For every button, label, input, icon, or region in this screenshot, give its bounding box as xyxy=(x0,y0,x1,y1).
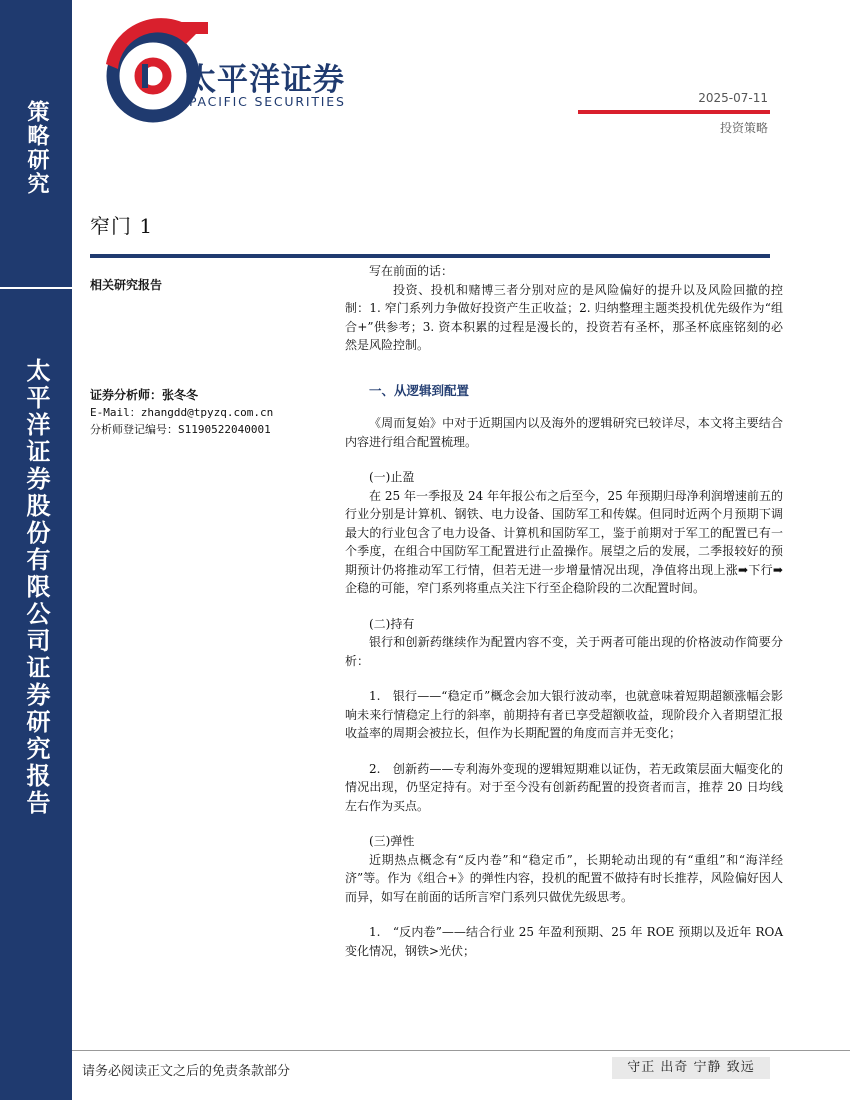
footer-disclaimer: 请务必阅读正文之后的免责条款部分 xyxy=(82,1064,291,1079)
analyst-email: E-Mail：zhangdd@tpyzq.com.cn xyxy=(90,406,274,419)
subsection-2-paragraph: 银行和创新药继续作为配置内容不变，关于两者可能出现的价格波动作简要分析： xyxy=(345,635,783,668)
section-1-intro: 《周而复始》中对于近期国内以及海外的逻辑研究已较详尽，本文将主要结合内容进行组合配置梳理。 xyxy=(345,416,783,449)
subsection-2-item-2: 2. 创新药——专利海外变现的逻辑短期难以证伪，若无政策层面大幅变化的情况出现，仍坚定持有。对于至今没有创新药配置的投资者而言，推荐 20 日均线左右作为买点。 xyxy=(345,761,783,813)
report-body xyxy=(345,262,783,960)
report-date: 2025-07-11 xyxy=(698,91,768,105)
subsection-3-item-1: 1. “反内卷”——结合行业 25 年盈利预期、25 年 ROE 预期以及近年 ROA 变化情况，钢铁>光伏； xyxy=(345,925,783,958)
intro-paragraph: 投资、投机和赌博三者分别对应的是风险偏好的提升以及风险回撤的控制：1. 窄门系列力争做好投资产生正收益；2. 归纳整理主题类投机优先级作为“组合+”供参考；3. 资本积累的过程是漫长的，投资若有圣杯，那圣杯底座铭刻的必然是风险控制。 xyxy=(345,282,783,352)
analyst-registration: 分析师登记编号：S1190522040001 xyxy=(90,423,271,436)
section-1-title: 一、从逻辑到配置 xyxy=(369,382,470,398)
related-reports-heading: 相关研究报告 xyxy=(90,278,163,292)
logo-name-cn: 太平洋证券 xyxy=(185,62,345,98)
sidebar-company-label: 太平洋证券股份有限公司证券研究报告 xyxy=(22,358,50,817)
subsection-1-title: (一)止盈 xyxy=(369,470,415,484)
sidebar-category-label: 策略研究 xyxy=(24,100,49,196)
report-category: 投资策略 xyxy=(719,121,768,135)
sidebar-divider xyxy=(0,287,72,289)
subsection-3-paragraph: 近期热点概念有“反内卷”和“稳定币”，长期轮动出现的有“重组”和“海洋经济”等。作为《组合+》的弹性内容，投机的配置不做持有时长推荐，风险偏好因人而异，如写在前面的话所言窄门系列只做优先级思考。 xyxy=(345,852,783,904)
intro-heading: 写在前面的话： xyxy=(369,264,454,278)
subsection-2-item-1: 1. 银行——“稳定币”概念会加大银行波动率，也就意味着短期超额涨幅会影响未来行情稳定上行的斜率，前期持有者已享受超额收益，现阶段介入者期望汇报收益率的周期会被拉长，但作为长期配置的角度而言并无变化； xyxy=(345,689,783,740)
sidebar-top-block xyxy=(0,0,72,290)
title-blue-rule xyxy=(90,254,770,258)
company-logo xyxy=(98,14,378,124)
logo-name-en: PACIFIC SECURITIES xyxy=(189,94,346,109)
subsection-3-title: (三)弹性 xyxy=(369,834,415,848)
report-title: 窄门 1 xyxy=(90,214,154,238)
footer-rule xyxy=(72,1050,850,1051)
subsection-1-paragraph: 在 25 年一季报及 24 年年报公布之后至今，25 年预期归母净利润增速前五的行业分别是计算机、钢铁、电力设备、国防军工和传媒。但同时近两个月预期下调最大的行业包含了电力设备、计算机和国防军工，鉴于前期对于军工的配置已有一个季度，在组合中国防军工配置进行止盈操作。展望之后的发展，二季报较好的预期预计仍将推动军工行情，但若无进一步增量情况出现，净值将出现上涨➡下行➡企稳的可能，窄门系列将重点关注下行至企稳阶段的二次配置时间。 xyxy=(345,488,783,595)
header-red-rule xyxy=(578,110,770,114)
analyst-name: 证券分析师：张冬冬 xyxy=(90,388,199,402)
subsection-2-title: (二)持有 xyxy=(369,616,415,631)
left-sidebar xyxy=(0,0,72,1100)
sidebar-bottom-block xyxy=(0,290,72,1100)
footer-motto: 守正 出奇 宁静 致远 xyxy=(612,1057,770,1079)
